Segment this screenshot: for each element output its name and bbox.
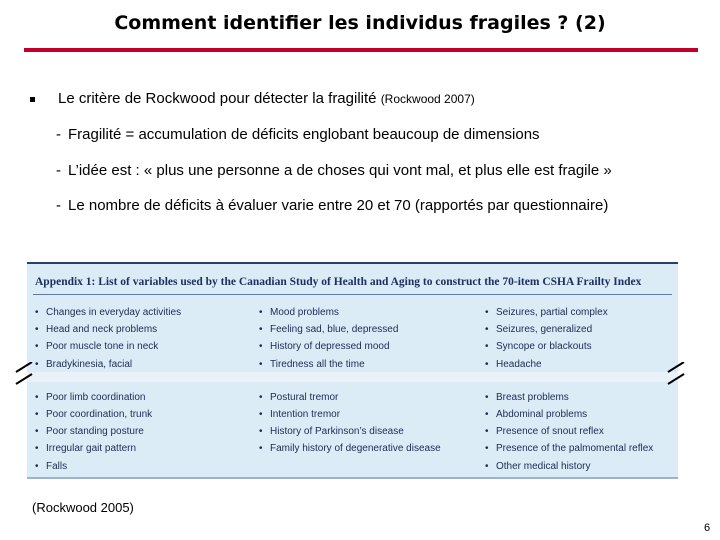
table-column-1 <box>35 304 181 475</box>
list-item: • Headache <box>485 356 653 373</box>
list-item: • History of depressed mood <box>259 338 441 355</box>
table-title: Appendix 1: List of variables used by the Canadian Study of Health and Aging to construct the 70-item CSHA Frailty Index <box>35 276 642 288</box>
table-divider <box>33 294 672 295</box>
list-item: • Intention tremor <box>259 406 441 423</box>
list-item: • Seizures, partial complex <box>485 304 653 321</box>
title-divider <box>24 48 698 52</box>
list-item: • Feeling sad, blue, depressed <box>259 321 441 338</box>
list-item: • Seizures, generalized <box>485 321 653 338</box>
source-citation: (Rockwood 2005) <box>32 500 134 515</box>
list-item: • Head and neck problems <box>35 321 181 338</box>
list-item: • Postural tremor <box>259 389 441 406</box>
main-bullet <box>58 90 475 107</box>
list-item: • Poor muscle tone in neck <box>35 338 181 355</box>
list-item: • Poor coordination, trunk <box>35 406 181 423</box>
list-item: • Abdominal problems <box>485 406 653 423</box>
sub-bullet: - Le nombre de déficits à évaluer varie entre 20 et 70 (rapportés par questionnaire) <box>56 197 609 214</box>
list-item: • Presence of snout reflex <box>485 423 653 440</box>
slide-title: Comment identifier les individus fragiles ? (2) <box>114 12 606 34</box>
page-number: 6 <box>704 522 711 534</box>
square-bullet-icon <box>30 97 35 102</box>
list-item: • Family history of degenerative disease <box>259 440 441 457</box>
list-item: • History of Parkinson’s disease <box>259 423 441 440</box>
list-item: • Syncope or blackouts <box>485 338 653 355</box>
sub-bullet-text: Fragilité = accumulation de déficits englobant beaucoup de dimensions <box>68 126 540 143</box>
sub-bullet-text: L’idée est : « plus une personne a de choses qui vont mal, et plus elle est fragile » <box>68 162 612 179</box>
sub-bullet: - L’idée est : « plus une personne a de choses qui vont mal, et plus elle est fragile » <box>56 162 612 179</box>
list-item: • Poor standing posture <box>35 423 181 440</box>
list-item: • Other medical history <box>485 458 653 475</box>
list-item: • Falls <box>35 458 181 475</box>
list-item: • Poor limb coordination <box>35 389 181 406</box>
sub-bullet-text: Le nombre de déficits à évaluer varie entre 20 et 70 (rapportés par questionnaire) <box>68 197 609 214</box>
table-column-2 <box>259 304 441 458</box>
list-item: • Irregular gait pattern <box>35 440 181 457</box>
list-item: • Mood problems <box>259 304 441 321</box>
sub-bullet: - Fragilité = accumulation de déficits englobant beaucoup de dimensions <box>56 126 540 143</box>
list-item: • Bradykinesia, facial <box>35 356 181 373</box>
table-break-left-icon <box>14 362 36 386</box>
list-item: • Changes in everyday activities <box>35 304 181 321</box>
main-bullet-reference: (Rockwood 2007) <box>380 92 475 106</box>
list-item: • Tiredness all the time <box>259 356 441 373</box>
list-item: • Breast problems <box>485 389 653 406</box>
list-item: • Presence of the palmomental reflex <box>485 440 653 457</box>
frailty-index-table <box>27 262 678 479</box>
table-break-right-icon <box>666 362 688 386</box>
table-column-3 <box>485 304 653 475</box>
main-bullet-text: Le critère de Rockwood pour détecter la fragilité <box>58 90 377 107</box>
